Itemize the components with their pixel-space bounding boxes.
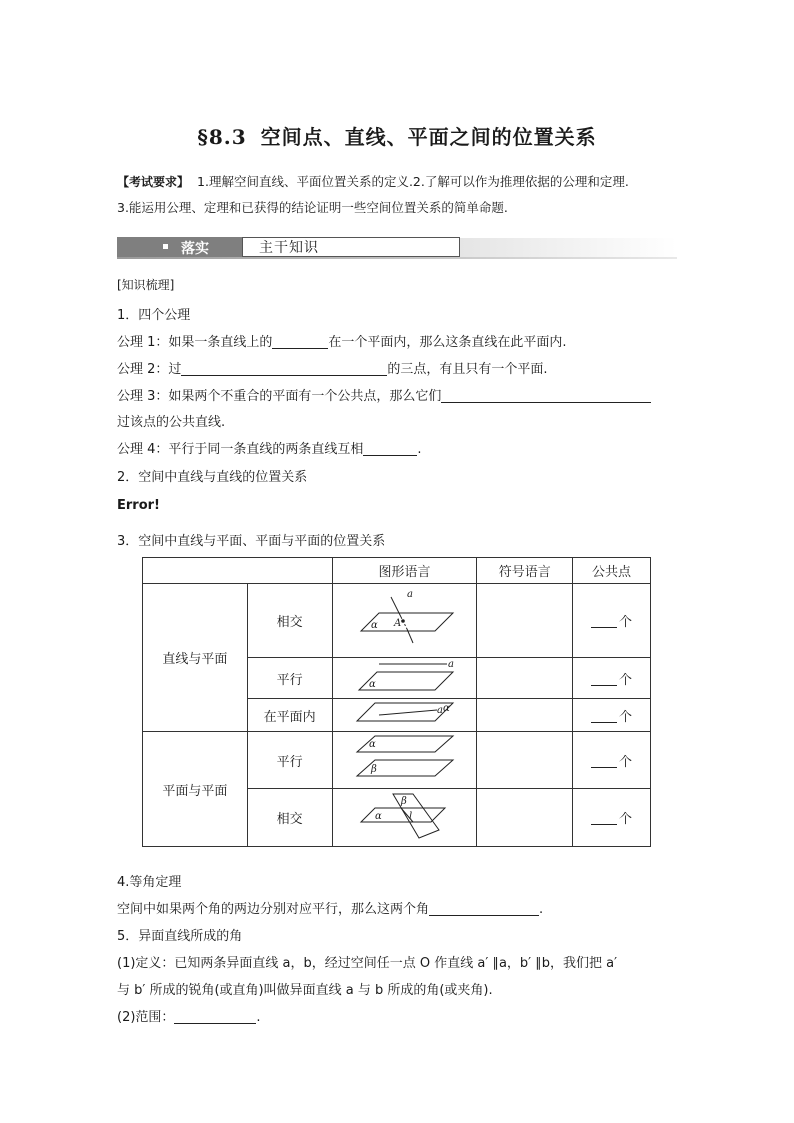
common-point-cell: 个 [573,584,651,658]
svg-text:α: α [369,679,377,690]
definition-line-1: (1)定义：已知两条异面直线 a，b，经过空间任一点 O 作直线 a′ ∥a，b′ ∥b，我们把 a′ [117,956,618,971]
axiom-2: 公理 2：过 的三点，有且只有一个平面. [117,362,548,377]
relation-label: 平行 [247,732,332,789]
symbol-cell[interactable] [477,732,573,789]
banner-right-label: 主干知识 [259,240,319,256]
svg-text:l: l [409,810,413,822]
symbol-cell[interactable] [477,699,573,732]
square-bullet-icon [163,244,168,249]
svg-text:α: α [375,810,383,822]
answer-blank[interactable] [181,361,387,376]
figure-line-parallel-plane [332,658,477,699]
answer-blank[interactable] [441,388,651,403]
subsection-1: 1．四个公理 [117,308,191,323]
svg-text:a: a [448,659,455,670]
svg-text:A: A [394,617,402,629]
svg-text:β: β [371,764,378,775]
svg-text:a: a [407,588,414,600]
answer-blank[interactable] [272,334,328,349]
symbol-cell[interactable] [477,658,573,699]
axiom-1: 公理 1：如果一条直线上的 在一个平面内，那么这条直线在此平面内. [117,335,567,350]
section-4-title: 4.等角定理 [117,875,182,890]
requirements-tag: 【考试要求】 [117,175,190,189]
axiom-3: 公理 3：如果两个不重合的平面有一个公共点，那么它们 [117,385,651,404]
svg-text:a: a [437,705,444,716]
answer-blank[interactable] [363,441,417,456]
symbol-cell[interactable] [477,584,573,658]
svg-text:β: β [401,795,408,807]
requirements-line-2: 3.能运用公理、定理和已获得的结论证明一些空间位置关系的简单命题. [117,200,508,215]
answer-blank[interactable] [591,615,617,628]
common-point-cell: 个 [573,732,651,789]
subsection-2: 2．空间中直线与直线的位置关系 [117,470,308,485]
answer-blank[interactable] [591,755,617,768]
svg-text:α: α [443,703,451,714]
answer-blank[interactable] [591,812,617,825]
position-relation-table [142,557,651,847]
common-point-cell: 个 [573,699,651,732]
section-number: §8.3 [197,125,247,149]
header-common-points: 公共点 [573,558,651,584]
equal-angle-theorem: 空间中如果两个角的两边分别对应平行，那么这两个角 . [117,902,544,917]
error-text: Error! [117,498,160,513]
knowledge-heading: [知识梳理] [117,278,175,292]
answer-blank[interactable] [429,901,539,916]
section-5-title: 5．异面直线所成的角 [117,929,243,944]
figure-line-in-plane [332,699,477,732]
figure-planes-parallel [332,732,477,789]
relation-label: 平行 [247,658,332,699]
header-graphic-language: 图形语言 [332,558,477,584]
relation-label: 相交 [247,789,332,847]
range-line: (2)范围： . [117,1010,261,1025]
title-text: 空间点、直线、平面之间的位置关系 [260,125,597,149]
svg-text:α: α [371,619,379,631]
common-point-cell: 个 [573,789,651,847]
answer-blank[interactable] [591,673,617,686]
banner-divider [117,257,677,259]
figure-planes-intersect [332,789,477,847]
relation-label: 相交 [247,584,332,658]
table-row [143,584,651,658]
group-line-plane: 直线与平面 [143,584,248,732]
group-plane-plane: 平面与平面 [143,732,248,847]
table-row [143,732,651,789]
banner-left-label: 落实 [181,241,209,257]
subsection-3: 3．空间中直线与平面、平面与平面的位置关系 [117,534,386,549]
section-banner [117,237,677,259]
symbol-cell[interactable] [477,789,573,847]
header-symbol-language: 符号语言 [477,558,573,584]
axiom-4: 公理 4：平行于同一条直线的两条直线互相 . [117,442,422,457]
page-title [0,121,794,150]
relation-label: 在平面内 [247,699,332,732]
svg-text:α: α [369,739,377,750]
table-header-row [143,558,651,584]
figure-line-intersects-plane [332,584,477,658]
definition-line-2: 与 b′ 所成的锐角(或直角)叫做异面直线 a 与 b 所成的角(或夹角). [117,983,493,998]
requirements-line-1: 【考试要求】 1.理解空间直线、平面位置关系的定义.2.了解可以作为推理依据的公理和定理. [117,174,629,189]
axiom-3-continued: 过该点的公共直线. [117,415,226,430]
common-point-cell: 个 [573,658,651,699]
answer-blank[interactable] [174,1009,256,1024]
answer-blank[interactable] [591,710,617,723]
